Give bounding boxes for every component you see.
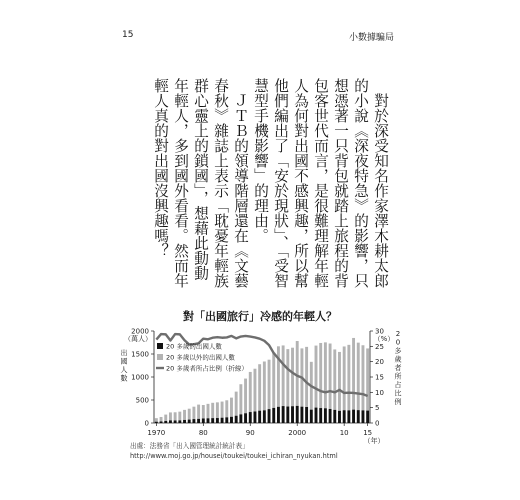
bar-others (366, 348, 369, 410)
bar-others (296, 341, 299, 406)
bar-twenties (225, 417, 228, 423)
bar-twenties (352, 410, 355, 423)
bar-others (174, 412, 177, 420)
bar-twenties (282, 406, 285, 423)
bar-twenties (296, 406, 299, 423)
bar-others (362, 345, 365, 410)
body-paragraph-2: ＪＴＢ的領導階層還在《文藝春秋》雜誌上表示「耽憂年輕族群心靈上的鎖國」，想藉此動動年輕人，多到國外看看。然而年輕人真的對出國沒興趣嗎？ (152, 78, 249, 288)
bar-twenties (357, 410, 360, 423)
bar-twenties (183, 420, 186, 423)
bar-twenties (211, 418, 214, 423)
bar-others (324, 342, 327, 408)
bar-others (263, 361, 266, 410)
bar-twenties (300, 407, 303, 423)
legend-label-others: 20 多歲以外的出國人數 (166, 353, 235, 362)
bar-others (319, 343, 322, 408)
bar-twenties (160, 421, 163, 423)
bar-others (202, 405, 205, 418)
bar-twenties (329, 409, 332, 423)
bar-others (343, 346, 346, 410)
bar-twenties (197, 419, 200, 423)
bar-twenties (263, 410, 266, 423)
bar-twenties (178, 420, 181, 423)
bar-others (282, 345, 285, 406)
y-right-tick-label: 20 (375, 358, 384, 367)
bar-twenties (188, 420, 191, 423)
bar-twenties (268, 409, 271, 423)
x-tick-label: 80 (198, 429, 208, 437)
bar-twenties (272, 408, 275, 423)
bar-twenties (202, 418, 205, 423)
bar-others (329, 344, 332, 409)
bar-twenties (207, 418, 210, 423)
bar-twenties (239, 414, 242, 423)
bar-twenties (286, 407, 289, 423)
bar-others (164, 415, 167, 421)
bar-others (155, 418, 158, 422)
y-left-tick-label: 1500 (131, 350, 149, 359)
y-left-tick-label: 0 (144, 419, 149, 428)
bar-others (239, 384, 242, 414)
bar-twenties (310, 410, 313, 423)
bar-others (244, 379, 247, 414)
bar-twenties (216, 418, 219, 423)
bar-twenties (362, 410, 365, 423)
bar-others (225, 400, 228, 417)
y-left-unit-label: （萬人） (124, 335, 152, 343)
bar-others (216, 402, 219, 418)
bar-twenties (249, 412, 252, 423)
y-right-tick-label: 0 (375, 419, 380, 428)
bar-others (268, 360, 271, 409)
bar-others (197, 405, 200, 419)
legend-label-twenties: 20 多歲的出國人數 (166, 342, 222, 351)
y-right-tick-label: 15 (375, 373, 384, 382)
bar-others (258, 364, 261, 410)
bar-twenties (315, 408, 318, 423)
bar-twenties (235, 416, 238, 423)
source-url[interactable]: http://www.moj.go.jp/housei/toukei/toukei_ichiran_nyukan.html (130, 452, 338, 460)
bar-twenties (291, 406, 294, 423)
bar-others (235, 392, 238, 416)
x-tick-label: 90 (245, 429, 255, 437)
bar-twenties (324, 408, 327, 423)
y-right-tick-label: 10 (375, 388, 384, 397)
bar-others (357, 343, 360, 410)
y-right-axis-title: 2 0 多歲者所占比例 (394, 330, 402, 406)
bar-others (160, 417, 163, 422)
bar-twenties (221, 418, 224, 423)
bar-others (352, 338, 355, 410)
bar-others (315, 346, 318, 408)
x-tick-label: 2000 (288, 429, 307, 437)
bar-twenties (155, 422, 158, 423)
bar-others (230, 398, 233, 417)
source-line: 出處：法務省「出入國管理統計統計表」 (130, 442, 249, 450)
chart-title: 對「出國旅行」冷感的年輕人？ (183, 310, 337, 323)
bar-others (277, 346, 280, 406)
bar-others (291, 348, 294, 407)
body-paragraph-1: 對於深受知名作家澤木耕太郎的小說《深夜特急》的影響，只想憑著一只背包就踏上旅程的背包客世代而言，是很難理解年輕人為何對出國不感興趣，所以幫他們編出了「安於現狀」、「受智慧型手機影響」的理由。 (252, 78, 389, 289)
bar-others (211, 403, 214, 418)
bar-twenties (244, 413, 247, 423)
bar-twenties (333, 410, 336, 423)
bar-twenties (319, 408, 322, 423)
y-right-tick-label: 30 (375, 327, 384, 336)
bar-twenties (254, 412, 257, 424)
bar-others (192, 407, 195, 419)
x-tick-label: 1970 (147, 429, 166, 437)
bar-twenties (347, 410, 350, 423)
bar-twenties (366, 411, 369, 423)
bar-others (272, 353, 275, 408)
bar-twenties (174, 420, 177, 423)
bar-others (286, 349, 289, 406)
bar-others (305, 347, 308, 407)
y-left-axis-title: 出國人數 (120, 349, 128, 383)
bar-twenties (258, 411, 261, 423)
book-title: 小數據騙局 (349, 33, 395, 43)
bar-twenties (164, 421, 167, 423)
y-right-tick-label: 5 (375, 404, 380, 413)
bar-others (207, 404, 210, 418)
bar-twenties (192, 419, 195, 423)
bar-twenties (343, 410, 346, 423)
y-right-unit-label: （%） (373, 335, 395, 343)
y-left-tick-label: 1000 (131, 373, 149, 382)
x-tick-label: 15 (363, 429, 373, 437)
y-left-tick-label: 2000 (131, 327, 149, 336)
legend-swatch-twenties (157, 343, 163, 349)
bar-others (178, 412, 181, 421)
bar-others (188, 409, 191, 420)
y-right-tick-label: 25 (375, 342, 384, 351)
bar-others (333, 349, 336, 409)
bar-twenties (169, 420, 172, 423)
bar-twenties (230, 417, 233, 423)
bar-twenties (277, 407, 280, 423)
bar-others (347, 345, 350, 411)
page-number: 15 (122, 30, 134, 40)
bar-others (221, 402, 224, 418)
y-left-tick-label: 500 (135, 396, 149, 405)
legend-label-ratio: 20 多歲者所占比例（折線） (166, 364, 248, 373)
legend-swatch-others (157, 354, 163, 360)
bar-others (169, 412, 172, 420)
bar-others (254, 369, 257, 412)
bar-others (183, 410, 186, 420)
bar-others (249, 372, 252, 412)
x-unit-label: （年） (363, 437, 385, 445)
bar-twenties (338, 411, 341, 423)
bar-twenties (305, 407, 308, 423)
bar-others (338, 352, 341, 411)
x-tick-label: 10 (339, 429, 349, 437)
